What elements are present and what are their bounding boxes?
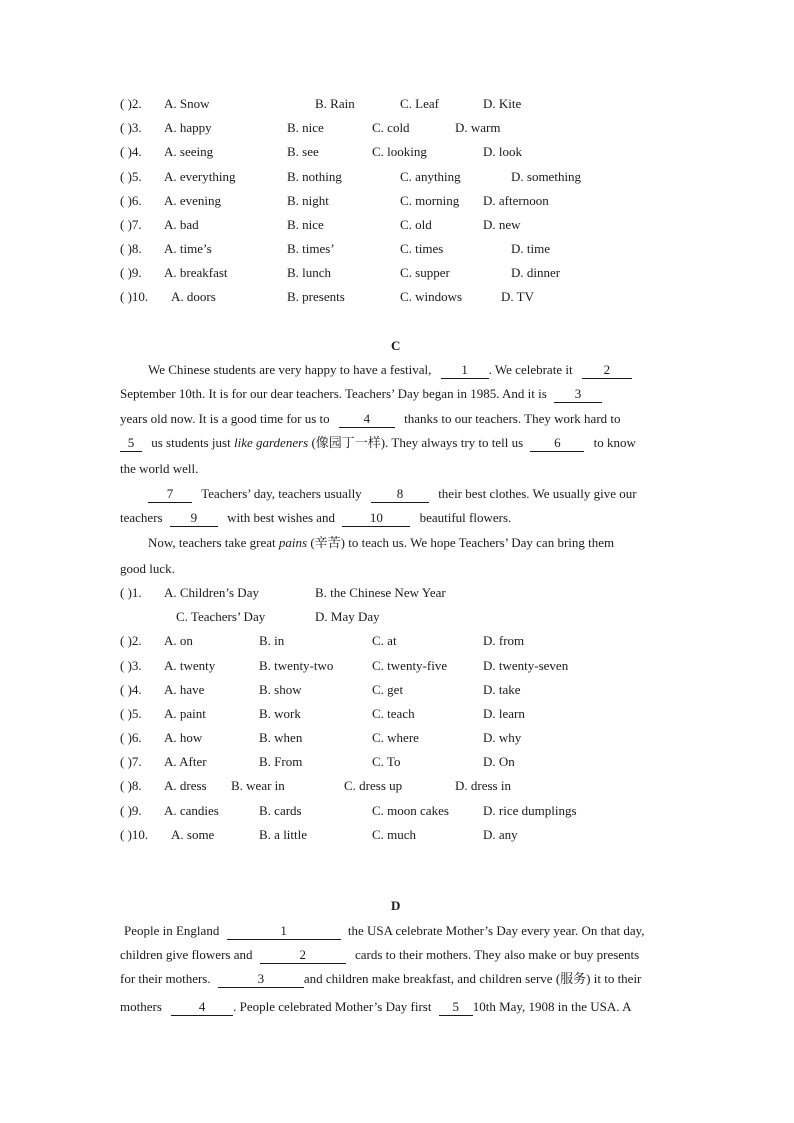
passage-line: [120, 946, 639, 964]
option-d: D. Kite: [483, 96, 522, 111]
blank-5: 5: [120, 436, 142, 452]
option-c: C. looking: [372, 144, 427, 159]
option-d: D. time: [511, 241, 550, 256]
question-number: ( )3.: [120, 120, 142, 135]
option-d: D. dress in: [455, 778, 511, 793]
passage-line: [120, 509, 511, 527]
question-number: ( )7.: [120, 754, 142, 769]
passage-text: years old now. It is a good time for us to: [120, 411, 330, 426]
option-b: B. a little: [259, 827, 308, 842]
option-b: B. presents: [287, 289, 345, 304]
option-c: C. teach: [372, 706, 415, 721]
option-a: A. Snow: [164, 96, 210, 111]
option-a: A. breakfast: [164, 265, 228, 280]
option-d: D. dinner: [511, 265, 561, 280]
option-d: D. learn: [483, 706, 525, 721]
blank-3: 3: [554, 387, 602, 403]
passage-text: thanks to our teachers. They work hard to: [404, 411, 621, 426]
blank-1: 1: [227, 924, 341, 940]
question-number: ( )4.: [120, 144, 142, 159]
blank-3: 3: [218, 972, 304, 988]
passage-text: 10th May, 1908 in the USA. A: [472, 999, 632, 1014]
option-a: A. paint: [164, 706, 206, 721]
option-a: A. twenty: [164, 658, 216, 673]
passage-text: for their mothers.: [120, 971, 211, 986]
option-b: B. when: [259, 730, 303, 745]
blank-4: 4: [339, 412, 395, 428]
question-number: ( )10.: [120, 289, 149, 304]
passage-line: [124, 922, 645, 940]
option-b: B. show: [259, 682, 302, 697]
option-c: C. get: [372, 682, 404, 697]
option-b: B. night: [287, 193, 329, 208]
passage-text: We Chinese students are very happy to have a festival,: [148, 362, 432, 377]
passage-line: [120, 998, 631, 1016]
blank-6: 6: [530, 436, 584, 452]
option-a: A. happy: [164, 120, 212, 135]
question-number: ( )9.: [120, 265, 142, 280]
option-c: C. cold: [372, 120, 410, 135]
option-c: C. at: [372, 633, 397, 648]
blank-8: 8: [371, 487, 429, 503]
passage-text: children give flowers and: [120, 947, 253, 962]
passage-line: [120, 385, 602, 403]
option-c: C. supper: [400, 265, 450, 280]
question-number: ( )6.: [120, 730, 142, 745]
blank-10: 10: [342, 511, 410, 527]
passage-text: (辛苦) to teach us. We hope Teachers’ Day can bring them: [310, 535, 615, 550]
option-c: C. twenty-five: [372, 658, 448, 673]
question-number: ( )3.: [120, 658, 142, 673]
option-a: A. evening: [164, 193, 222, 208]
question-number: ( )10.: [120, 827, 149, 842]
passage-italic: pains: [278, 535, 308, 550]
option-c: C. windows: [400, 289, 463, 304]
option-c: C. times: [400, 241, 444, 256]
passage-text: to know: [593, 435, 636, 450]
question-number: ( )4.: [120, 682, 142, 697]
option-d: D. look: [483, 144, 522, 159]
question-number: ( )2.: [120, 96, 142, 111]
blank-9: 9: [170, 511, 218, 527]
option-b: B. lunch: [287, 265, 332, 280]
option-b: B. the Chinese New Year: [315, 585, 446, 600]
passage-line: [120, 410, 674, 428]
passage-text: mothers: [120, 999, 162, 1014]
section-c-title: C: [391, 338, 401, 353]
question-number: ( )6.: [120, 193, 142, 208]
passage-text: September 10th. It is for our dear teachers. Teachers’ Day began in 1985. And it is: [120, 386, 547, 401]
option-b: B. nice: [287, 217, 324, 232]
option-c: C. dress up: [344, 778, 403, 793]
option-c: C. old: [400, 217, 432, 232]
passage-line: good luck.: [120, 561, 175, 576]
passage-text: (像园丁一样). They always try to tell us: [311, 435, 524, 450]
option-b: B. times’: [287, 241, 335, 256]
option-d: D. any: [483, 827, 518, 842]
option-d: D. why: [483, 730, 522, 745]
option-a: A. doors: [171, 289, 216, 304]
passage-line: [148, 534, 614, 552]
question-number: ( )1.: [120, 585, 142, 600]
passage-text: us students just: [151, 435, 231, 450]
option-d: D. On: [483, 754, 515, 769]
blank-5: 5: [439, 1000, 473, 1016]
option-c: C. moon cakes: [372, 803, 449, 818]
option-c: C. morning: [400, 193, 460, 208]
option-d: D. rice dumplings: [483, 803, 577, 818]
option-c: C. Teachers’ Day: [176, 609, 266, 624]
passage-text: Now, teachers take great: [148, 535, 276, 550]
option-c: C. where: [372, 730, 419, 745]
option-a: A. bad: [164, 217, 199, 232]
passage-line: [148, 485, 637, 503]
option-b: B. twenty-two: [259, 658, 334, 673]
option-a: A. some: [171, 827, 215, 842]
option-c: C. much: [372, 827, 417, 842]
option-d: D. new: [483, 217, 521, 232]
section-d-title: D: [391, 898, 401, 913]
option-a: A. on: [164, 633, 193, 648]
option-b: B. work: [259, 706, 301, 721]
option-d: D. May Day: [315, 609, 380, 624]
option-b: B. see: [287, 144, 319, 159]
passage-text: and children make breakfast, and children serve (服务) it to their: [303, 971, 642, 986]
option-c: C. anything: [400, 169, 461, 184]
option-b: B. From: [259, 754, 303, 769]
passage-line: [148, 361, 632, 379]
blank-4: 4: [171, 1000, 233, 1016]
passage-line: [120, 434, 636, 452]
option-d: D. take: [483, 682, 521, 697]
passage-italic: like gardeners: [233, 435, 309, 450]
option-a: A. time’s: [164, 241, 212, 256]
option-b: B. in: [259, 633, 285, 648]
option-b: B. nothing: [287, 169, 342, 184]
passage-text: Teachers’ day, teachers usually: [201, 486, 362, 501]
option-a: A. dress: [164, 778, 207, 793]
option-d: D. TV: [501, 289, 534, 304]
question-number: ( )8.: [120, 778, 142, 793]
option-d: D. twenty-seven: [483, 658, 569, 673]
option-a: A. Children’s Day: [164, 585, 259, 600]
question-number: ( )8.: [120, 241, 142, 256]
option-a: A. have: [164, 682, 205, 697]
option-b: B. wear in: [231, 778, 285, 793]
option-c: C. Leaf: [400, 96, 439, 111]
question-number: ( )9.: [120, 803, 142, 818]
passage-text: with best wishes and: [227, 510, 336, 525]
passage-text: People in England: [124, 923, 220, 938]
option-d: D. warm: [455, 120, 501, 135]
option-b: B. nice: [287, 120, 324, 135]
passage-text: . We celebrate it: [488, 362, 573, 377]
option-a: A. seeing: [164, 144, 214, 159]
option-a: A. how: [164, 730, 203, 745]
question-number: ( )5.: [120, 706, 142, 721]
blank-2: 2: [582, 363, 632, 379]
passage-line: [120, 970, 641, 988]
option-d: D. something: [511, 169, 582, 184]
passage-text: beautiful flowers.: [419, 510, 512, 525]
question-number: ( )7.: [120, 217, 142, 232]
option-a: A. everything: [164, 169, 236, 184]
question-number: ( )2.: [120, 633, 142, 648]
option-b: B. Rain: [315, 96, 355, 111]
question-number: ( )5.: [120, 169, 142, 184]
passage-line: the world well.: [120, 461, 199, 476]
option-a: A. candies: [164, 803, 219, 818]
option-b: B. cards: [259, 803, 302, 818]
passage-text: the USA celebrate Mother’s Day every year. On that day,: [347, 923, 645, 938]
blank-2: 2: [260, 948, 346, 964]
blank-7: 7: [148, 487, 192, 503]
passage-text: their best clothes. We usually give our: [438, 486, 637, 501]
blank-1: 1: [441, 363, 489, 379]
option-d: D. from: [483, 633, 525, 648]
option-c: C. To: [372, 754, 401, 769]
passage-text: teachers: [120, 510, 163, 525]
option-a: A. After: [164, 754, 207, 769]
passage-text: cards to their mothers. They also make or buy presents: [354, 947, 640, 962]
option-d: D. afternoon: [483, 193, 549, 208]
passage-text: . People celebrated Mother’s Day first: [233, 999, 432, 1014]
